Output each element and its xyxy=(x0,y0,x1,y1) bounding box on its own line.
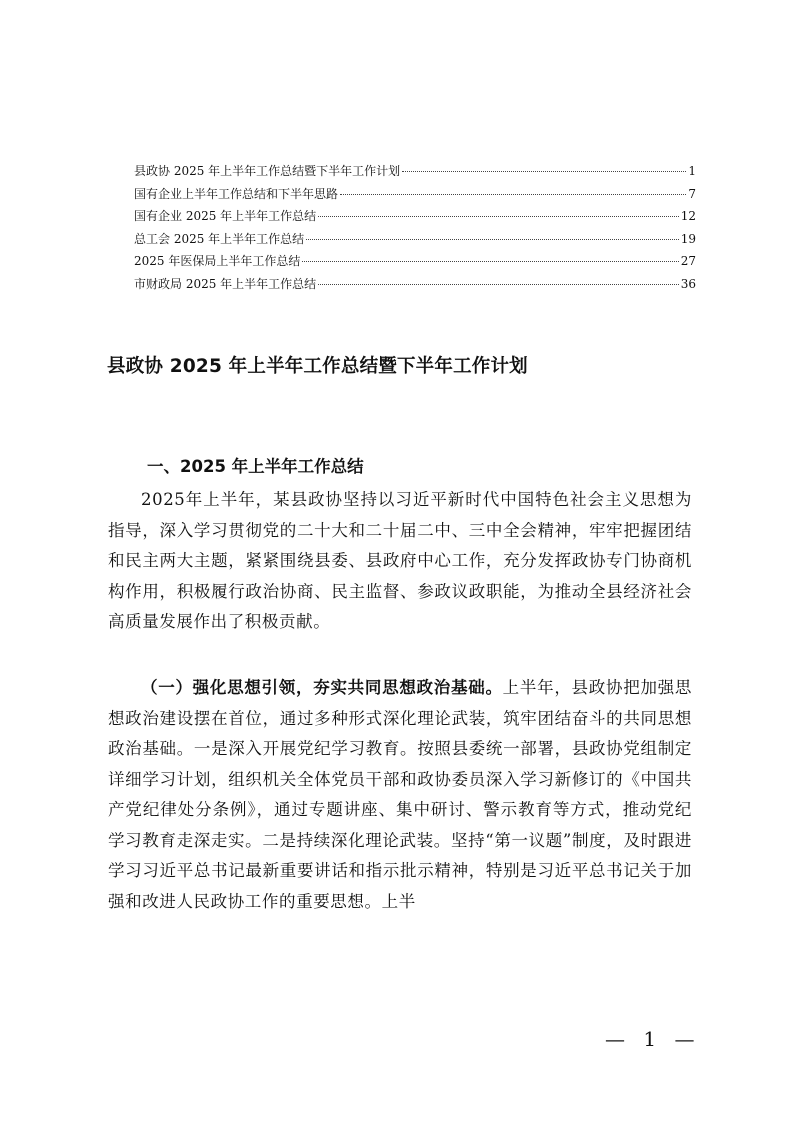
toc-dot-leader xyxy=(340,194,686,195)
document-title: 县政协 2025 年上半年工作总结暨下半年工作计划 xyxy=(107,356,528,377)
toc-entry[interactable] xyxy=(134,205,696,228)
toc-entry[interactable] xyxy=(134,183,696,206)
toc-dot-leader xyxy=(306,239,679,240)
toc-entry[interactable] xyxy=(134,160,696,183)
toc-entry-title: 国有企业 2025 年上半年工作总结 xyxy=(134,209,317,223)
toc-entry[interactable] xyxy=(134,250,696,273)
paragraph-body-text: 上半年，县政协把加强思想政治建设摆在首位，通过多种形式深化理论武装，筑牢团结奋斗的共同思想政治基础。一是深入开展党纪学习教育。按照县委统一部署，县政协党组制定详细学习计划，组织机关全体党员干部和政协委员深入学习新修订的《中国共产党纪律处分条例》，通过专题讲座、集中研讨、警示教育等方式，推动党纪学习教育走深走实。二是持续深化理论武装。坚持“第一议题”制度，及时跟进学习习近平总书记最新重要讲话和指示批示精神，特别是习近平总书记关于加强和改进人民政协工作的重要思想。上半 xyxy=(108,678,692,911)
toc-entry-page: 19 xyxy=(680,231,696,246)
toc-entry-page: 27 xyxy=(680,254,696,268)
toc-entry-title: 国有企业上半年工作总结和下半年思路 xyxy=(134,186,339,201)
toc-entry-title: 总工会 2025 年上半年工作总结 xyxy=(134,231,305,246)
toc-dot-leader xyxy=(318,216,679,217)
toc-entry-page: 36 xyxy=(680,276,696,291)
body-paragraph: 2025年上半年，某县政协坚持以习近平新时代中国特色社会主义思想为指导，深入学习贯彻党的二十大和二十届二中、三中全会精神，牢牢把握团结和民主两大主题，紧紧围绕县委、县政府中心工作，充分发挥政协专门协商机构作用，积极履行政治协商、民主监督、参政议政职能，为推动全县经济社会高质量发展作出了积极贡献。 xyxy=(108,490,692,631)
toc-entry-page: 7 xyxy=(688,186,696,201)
paragraph-lead-heading: （一）强化思想引领，夯实共同思想政治基础。 xyxy=(141,678,503,697)
table-of-contents xyxy=(134,160,696,295)
body-paragraph xyxy=(108,673,692,917)
toc-dot-leader xyxy=(302,261,678,262)
toc-entry[interactable] xyxy=(134,228,696,251)
toc-entry-title: 市财政局 2025 年上半年工作总结 xyxy=(134,276,317,291)
section-heading: 一、2025 年上半年工作总结 xyxy=(147,457,364,476)
toc-entry-page: 12 xyxy=(680,209,696,223)
toc-entry-title: 2025 年医保局上半年工作总结 xyxy=(134,254,301,268)
toc-entry-page: 1 xyxy=(688,164,696,178)
toc-dot-leader xyxy=(402,171,686,172)
toc-entry-title: 县政协 2025 年上半年工作总结暨下半年工作计划 xyxy=(134,164,401,178)
toc-dot-leader xyxy=(318,284,679,285)
page-number: — 1 — xyxy=(605,1027,701,1051)
toc-entry[interactable] xyxy=(134,273,696,296)
